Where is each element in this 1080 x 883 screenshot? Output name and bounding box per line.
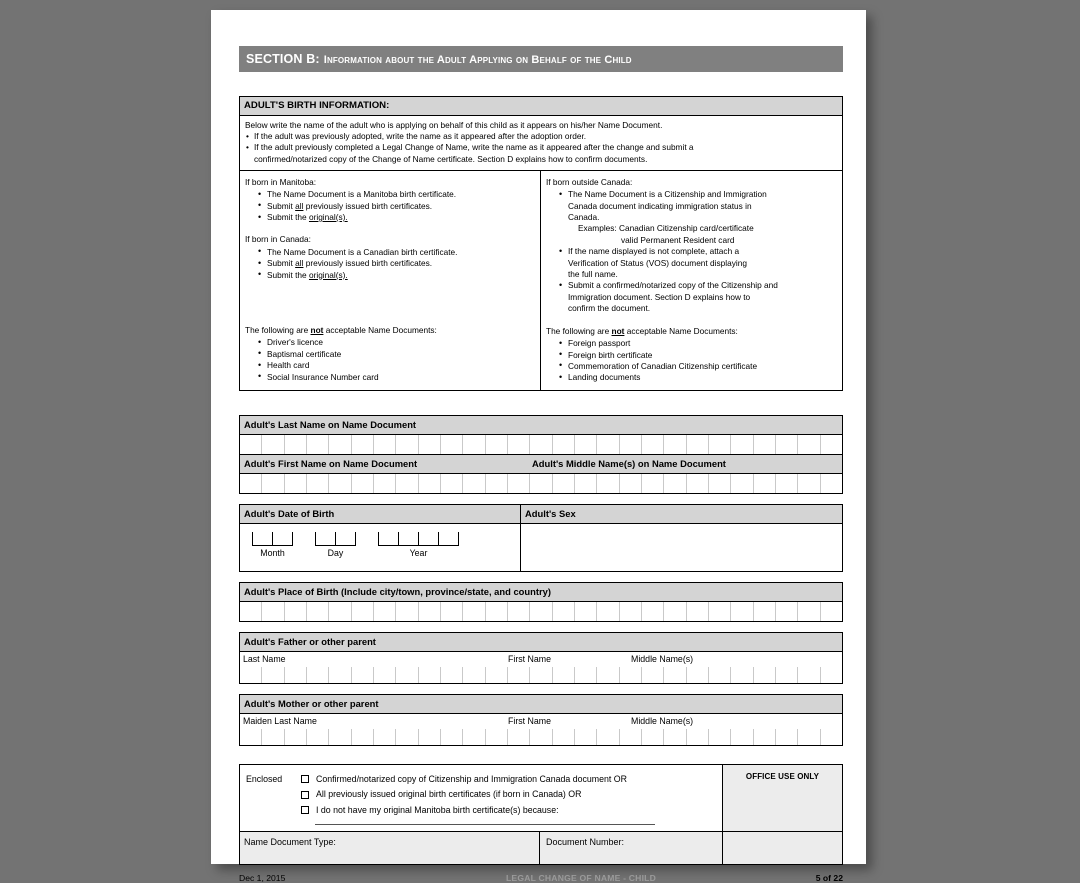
bullet-2-line-1: If the name displayed is not complete, attach a (568, 246, 740, 257)
enclosed-left (240, 765, 723, 831)
mother-label: Adult's Mother or other parent (240, 695, 842, 714)
not-emphasis: not (611, 325, 625, 336)
list-item: • Submit all previously issued birth certificates. (258, 258, 535, 269)
day-cells (315, 532, 356, 546)
mother-maiden-name-label: Maiden Last Name (243, 715, 317, 726)
first-name-label: Adult's First Name on Name Document (244, 457, 418, 469)
intro-bullet-1: • If the adult was previously adopted, write the name as it appeared after the adoption order. (245, 131, 837, 142)
footer-page-number: 5 of 22 (815, 872, 843, 883)
list-item: • Foreign birth certificate (559, 350, 837, 361)
dob-sex-block (239, 504, 843, 572)
checkbox-option-3[interactable] (301, 806, 309, 814)
underline-originals: original(s). (308, 212, 348, 223)
father-name-labels (240, 654, 842, 667)
adults-birth-information-box (239, 96, 843, 391)
list-item: • Submit the original(s). (258, 212, 535, 223)
name-document-type-field[interactable] (240, 832, 540, 864)
underline-all: all (295, 258, 304, 269)
list-item: • Landing documents (559, 372, 837, 383)
dob-day-group[interactable] (315, 532, 356, 559)
enclosed-option-1-label: Confirmed/notarized copy of Citizenship and Immigration Canada document OR (316, 773, 627, 784)
section-label: SECTION B: (246, 52, 320, 66)
mother-middle-name-label: Middle Name(s) (631, 715, 694, 726)
middle-name-label: Adult's Middle Name(s) on Name Document (532, 457, 726, 469)
list-item: • Health card (258, 360, 535, 371)
bullet-3-line-3: confirm the document. (568, 303, 651, 314)
bullet-1-line-1: The Name Document is a Citizenship and Immigration (568, 189, 767, 200)
enclosed-block (239, 764, 843, 865)
list-item: • Foreign passport (559, 338, 837, 349)
bullet-1-line-2: Canada document indicating immigration status in (568, 200, 752, 211)
list-item (559, 280, 837, 314)
heading-born-outside-canada: If born outside Canada: (546, 176, 633, 187)
birth-info-header: ADULT'S BIRTH INFORMATION: (240, 97, 842, 116)
birth-info-right-column (541, 171, 842, 390)
list-item: • Driver's licence (258, 337, 535, 348)
left-not-acceptable-list (245, 337, 535, 383)
underline-originals: original(s). (308, 269, 348, 280)
bullet-1-examples: Examples: Canadian Citizenship card/certificate (578, 223, 754, 234)
outside-canada-list (546, 189, 837, 314)
office-use-only-label: OFFICE USE ONLY (745, 771, 820, 781)
right-not-acceptable-heading: The following are not acceptable Name Documents: (546, 325, 738, 336)
enclosed-option-1-row[interactable] (246, 772, 716, 788)
section-title: Information about the Adult Applying on Behalf of the Child (323, 54, 632, 66)
document-page (211, 10, 866, 883)
list-item: • The Name Document is a Manitoba birth certificate. (258, 189, 535, 200)
checkbox-option-1[interactable] (301, 775, 309, 783)
document-info-row (240, 831, 842, 864)
right-not-acceptable-list (546, 338, 837, 384)
enclosed-option-3-label: I do not have my original Manitoba birth certificate(s) because: (316, 804, 559, 815)
mother-block (239, 694, 843, 746)
last-name-input[interactable] (240, 435, 842, 454)
enclosed-options (240, 765, 722, 831)
page-footer (239, 873, 843, 883)
place-of-birth-block (239, 582, 843, 622)
first-middle-name-labels (240, 454, 842, 474)
list-item (559, 189, 837, 246)
dob-month-group[interactable] (252, 532, 293, 559)
comb-cells (240, 729, 842, 745)
office-use-bottom-filler (723, 832, 842, 864)
father-label: Adult's Father or other parent (240, 633, 842, 652)
heading-born-in-manitoba: If born in Manitoba: (245, 176, 317, 187)
bullet-3-line-1: Submit a confirmed/notarized copy of the Citizenship and (568, 280, 778, 291)
not-emphasis: not (310, 325, 324, 336)
birth-info-left-column (240, 171, 541, 390)
year-caption: Year (409, 547, 428, 558)
list-item: • Submit all previously issued birth certificates. (258, 201, 535, 212)
list-item (559, 246, 837, 280)
enclosed-option-2-label: All previously issued original birth certificates (if born in Canada) OR (316, 789, 582, 800)
mother-name-row (240, 714, 842, 745)
list-item: • The Name Document is a Canadian birth certificate. (258, 247, 535, 258)
father-first-name-label: First Name (508, 653, 552, 664)
adult-name-fields-block (239, 415, 843, 494)
enclosed-option-3-row[interactable] (246, 803, 716, 819)
bullet-2-line-3: the full name. (568, 269, 618, 280)
underline-all: all (295, 200, 304, 211)
list-item: • Social Insurance Number card (258, 372, 535, 383)
father-name-row (240, 652, 842, 683)
sex-input[interactable] (521, 524, 842, 571)
left-not-acceptable-heading: The following are not acceptable Name Documents: (245, 325, 437, 336)
month-cells (252, 532, 293, 546)
mother-first-name-label: First Name (508, 715, 552, 726)
list-item: • Commemoration of Canadian Citizenship certificate (559, 361, 837, 372)
office-use-only-box (723, 765, 842, 831)
month-caption: Month (260, 547, 285, 558)
comb-cells (240, 667, 842, 683)
father-block (239, 632, 843, 684)
birth-info-columns (240, 171, 842, 390)
bullet-1-line-3: Canada. (568, 212, 600, 223)
manitoba-list (245, 189, 535, 223)
checkbox-option-2[interactable] (301, 791, 309, 799)
birth-info-intro (240, 116, 842, 171)
comb-cells (240, 474, 842, 493)
intro-bullet-2-continued: confirmed/notarized copy of the Change of Name certificate. Section D explains how to confirm documents. (254, 153, 648, 164)
reason-write-in-line[interactable] (315, 823, 655, 825)
place-of-birth-input[interactable] (240, 602, 842, 621)
canada-list (245, 247, 535, 281)
section-b-banner (239, 46, 843, 72)
father-name-input[interactable] (240, 667, 842, 683)
father-middle-name-label: Middle Name(s) (631, 653, 694, 664)
dob-sex-row (240, 505, 842, 571)
intro-bullet-2: • If the adult previously completed a Legal Change of Name, write the name as it appeared after the change and submit a (245, 142, 837, 153)
document-number-field[interactable] (540, 832, 723, 864)
sex-label: Adult's Sex (521, 505, 842, 524)
bullet-3-line-2: Immigration document. Section D explains how to (568, 291, 751, 302)
mother-name-labels (240, 716, 842, 729)
intro-lead: Below write the name of the adult who is applying on behalf of this child as it appears on his/her Name Document. (245, 120, 663, 130)
list-item: • Submit the original(s). (258, 270, 535, 281)
mother-name-input[interactable] (240, 729, 842, 745)
list-item: • Baptismal certificate (258, 349, 535, 360)
dob-year-group[interactable] (378, 532, 459, 559)
dob-inputs (240, 524, 520, 571)
year-cells (378, 532, 459, 546)
place-of-birth-label: Adult's Place of Birth (Include city/town, province/state, and country) (240, 583, 842, 602)
sex-cell (521, 505, 842, 571)
dob-label: Adult's Date of Birth (240, 505, 520, 524)
document-number-label: Document Number: (546, 836, 625, 847)
enclosed-row (240, 765, 842, 831)
dob-cell (240, 505, 521, 571)
heading-born-in-canada: If born in Canada: (245, 234, 311, 245)
day-caption: Day (327, 547, 344, 558)
bullet-1-examples-2: valid Permanent Resident card (621, 234, 735, 245)
enclosed-option-2-row[interactable] (246, 787, 716, 803)
bullet-2-line-2: Verification of Status (VOS) document displaying (568, 257, 747, 268)
comb-cells (240, 602, 842, 621)
enclosed-word: Enclosed (246, 773, 283, 784)
footer-date: Dec 1, 2015 (239, 872, 286, 883)
footer-title: LEGAL CHANGE OF NAME - CHILD (505, 872, 657, 883)
comb-cells (240, 435, 842, 454)
name-document-type-label: Name Document Type: (244, 836, 336, 847)
last-name-label: Adult's Last Name on Name Document (240, 416, 842, 435)
page-content (239, 46, 843, 883)
first-middle-name-input[interactable] (240, 474, 842, 493)
father-last-name-label: Last Name (243, 653, 286, 664)
